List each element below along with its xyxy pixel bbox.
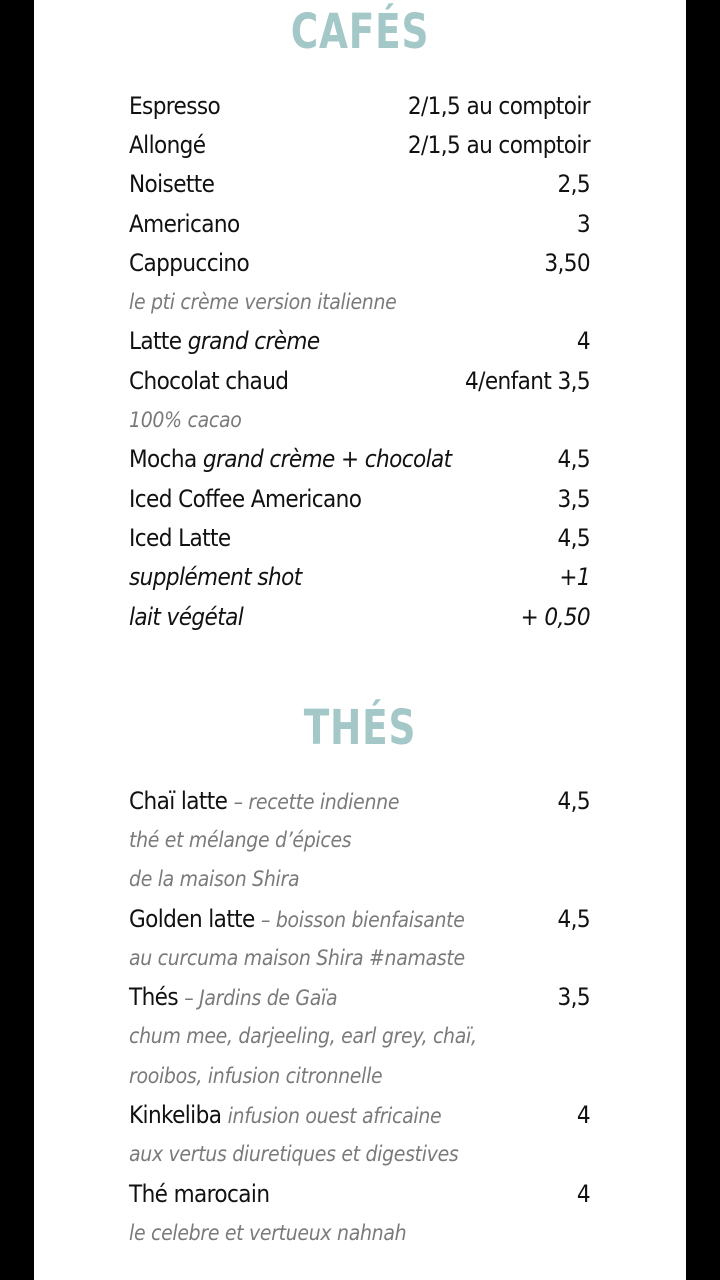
menu-item: [129, 1095, 590, 1134]
item-name: Chocolat chaud: [129, 366, 289, 395]
item-note-row: [129, 1056, 590, 1095]
item-price: +1: [559, 563, 590, 592]
item-price: 3: [576, 209, 590, 238]
item-price: 4: [576, 1101, 590, 1130]
item-price: 4: [576, 1179, 590, 1208]
item-name: Chaï latte – recette indienne: [129, 786, 400, 815]
menu-item: [129, 361, 590, 400]
item-name: Thés – Jardins de Gaïa: [129, 983, 338, 1012]
item-name: Golden latte – boisson bienfaisante: [129, 904, 465, 933]
item-name-italic: grand crème + chocolat: [202, 445, 452, 474]
menu-item: [129, 322, 590, 361]
item-note: le pti crème version italienne: [129, 290, 397, 315]
item-note-row: [129, 1135, 590, 1174]
menu-item: [129, 1174, 590, 1213]
item-note-row: [129, 282, 590, 321]
item-price: 2,5: [557, 170, 590, 199]
menu-item: [129, 125, 590, 164]
menu-item: [129, 977, 590, 1016]
item-price: 4,5: [557, 445, 590, 474]
item-name: Latte grand crème: [129, 327, 320, 356]
item-name: Allongé: [129, 130, 206, 159]
menu-item: [129, 781, 590, 820]
item-name: Noisette: [129, 170, 215, 199]
item-note: thé et mélange d’épices: [129, 827, 352, 852]
item-name-italic: grand crème: [187, 327, 320, 356]
item-note-row: [129, 1017, 590, 1056]
item-price: 4/enfant 3,5: [465, 366, 590, 395]
item-name: Kinkeliba infusion ouest africaine: [129, 1101, 442, 1130]
menu-page: [34, 0, 686, 1280]
item-name: lait végétal: [129, 602, 244, 631]
item-note: de la maison Shira: [129, 867, 300, 892]
menu-item: [129, 518, 590, 557]
thes-list: [129, 781, 590, 1253]
item-note-row: [129, 938, 590, 977]
menu-item: [129, 440, 590, 479]
cafes-title: CAFÉS: [290, 4, 430, 60]
item-desc: – Jardins de Gaïa: [184, 986, 338, 1011]
menu-item: [129, 479, 590, 518]
menu-item: [129, 204, 590, 243]
item-note: aux vertus diuretiques et digestives: [129, 1142, 459, 1167]
item-note: le celebre et vertueux nahnah: [129, 1220, 407, 1245]
cafes-list: [129, 86, 590, 636]
item-price: 4,5: [557, 786, 590, 815]
item-note: 100% cacao: [129, 408, 242, 433]
item-name: Cappuccino: [129, 248, 250, 277]
item-note-row: [129, 820, 590, 859]
item-desc: – boisson bienfaisante: [261, 907, 465, 932]
item-desc: infusion ouest africaine: [227, 1104, 442, 1129]
item-price: 3,50: [544, 248, 590, 277]
item-name: Espresso: [129, 91, 221, 120]
item-price: 4,5: [557, 904, 590, 933]
menu-item: [129, 597, 590, 636]
item-price: 4,5: [557, 523, 590, 552]
item-name: Americano: [129, 209, 240, 238]
item-name: Mocha grand crème + chocolat: [129, 445, 452, 474]
item-note-row: [129, 1213, 590, 1252]
item-price: + 0,50: [520, 602, 590, 631]
menu-item: [129, 86, 590, 125]
item-note-row: [129, 400, 590, 439]
item-note: chum mee, darjeeling, earl grey, chaï,: [129, 1024, 477, 1049]
menu-item: [129, 558, 590, 597]
item-name: Thé marocain: [129, 1179, 270, 1208]
item-price: 4: [576, 327, 590, 356]
item-name: Iced Coffee Americano: [129, 484, 362, 513]
item-price: 3,5: [557, 484, 590, 513]
menu-item: [129, 899, 590, 938]
thes-title: THÉS: [303, 700, 417, 756]
item-name: supplément shot: [129, 563, 302, 592]
item-price: 3,5: [557, 983, 590, 1012]
item-price: 2/1,5 au comptoir: [407, 91, 590, 120]
item-price: 2/1,5 au comptoir: [407, 130, 590, 159]
item-desc: – recette indienne: [233, 789, 400, 814]
item-note: au curcuma maison Shira #namaste: [129, 945, 465, 970]
item-note-row: [129, 860, 590, 899]
item-name: Iced Latte: [129, 523, 231, 552]
menu-item: [129, 243, 590, 282]
item-note: rooibos, infusion citronnelle: [129, 1063, 383, 1088]
menu-item: [129, 165, 590, 204]
